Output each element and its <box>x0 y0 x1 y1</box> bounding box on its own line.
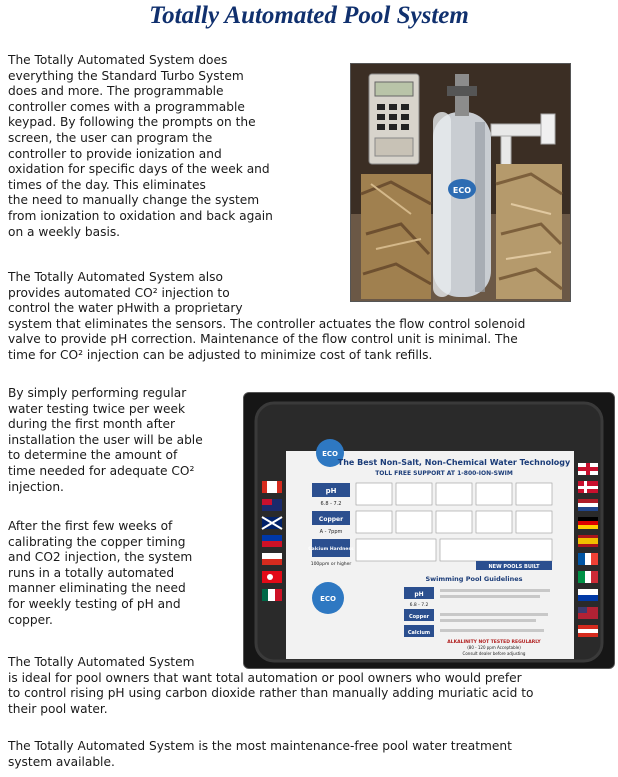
page-title: Totally Automated Pool System <box>149 2 469 29</box>
row-copper-label: Copper <box>318 516 344 523</box>
paragraph-conclusion: The Totally Automated System is the most maintenance-free pool water treatment system available. <box>8 739 512 769</box>
kit-support-line: TOLL FREE SUPPORT AT 1-800-ION-SWIM <box>375 470 513 477</box>
svg-text:(80 - 120 ppm Acceptable): (80 - 120 ppm Acceptable) <box>467 645 521 650</box>
test-kit-photo <box>243 392 615 669</box>
tank-logo-text: ECO <box>452 186 472 195</box>
alkalinity-note: ALKALINITY NOT TESTED REGULARLY <box>447 640 541 645</box>
svg-text:6.8 - 7.2: 6.8 - 7.2 <box>409 603 429 608</box>
row-calcium-label: Calcium Hardness <box>308 547 354 552</box>
paragraph-calibration: After the first few weeks of calibrating the copper timing and CO2 injection, the system runs in a totally automated manner eliminating the need for weekly testing of pH and copper. <box>8 519 193 627</box>
paragraph-co2: The Totally Automated System also provides automated CO² injection to control the water pHwith a proprietary <box>8 270 243 316</box>
svg-text:Copper: Copper <box>408 614 430 620</box>
svg-text:100ppm or higher: 100ppm or higher <box>310 562 352 567</box>
svg-text:ECO: ECO <box>322 450 338 458</box>
equipment-illustration <box>351 64 570 301</box>
svg-text:pH: pH <box>414 591 424 598</box>
svg-text:6.8 - 7.2: 6.8 - 7.2 <box>320 501 342 507</box>
paragraph-ideal-for: The Totally Automated System is ideal for pool owners that want total automation or pool owners who would prefer to control rising pH using carbon dioxide rather than manually adding muriatic acid to their pool water. <box>8 655 534 716</box>
marble-block-left <box>361 174 431 299</box>
paragraph-co2-continued: system that eliminates the sensors. The controller actuates the flow control solenoid valve to provide pH correction. Maintenance of the flow control unit is minimal. The time for CO² injection can be adjusted to minimize cost of tank refills. <box>8 316 526 362</box>
svg-text:Consult dealer before adjustin: Consult dealer before adjusting <box>462 651 526 656</box>
test-kit-illustration <box>244 393 614 668</box>
new-pools-label: NEW POOLS BUILT <box>488 564 540 570</box>
row-ph-label: pH <box>325 487 337 495</box>
svg-text:Calcium: Calcium <box>407 630 431 636</box>
guidelines-heading: Swimming Pool Guidelines <box>425 575 523 583</box>
equipment-photo <box>350 63 571 302</box>
flags-left <box>262 481 282 601</box>
svg-text:ECO: ECO <box>320 595 336 603</box>
kit-headline: The Best Non-Salt, Non-Chemical Water Technology <box>337 458 571 467</box>
paragraph-testing: By simply performing regular water testing twice per week during the first month after installation the user will be able to determine the amount of time needed for adequate CO² injection. <box>8 386 203 494</box>
svg-text:A - 7ppm: A - 7ppm <box>319 529 343 535</box>
paragraph-intro: The Totally Automated System does everything the Standard Turbo System does and more. The programmable controller comes with a programmable keypad. By following the prompts on the screen, the user can program the controller to provide ionization and oxidation for specific days of the week and times of the day. This eliminates the need to manually change the system from ionization to oxidation and back again on a weekly basis. <box>8 53 273 239</box>
